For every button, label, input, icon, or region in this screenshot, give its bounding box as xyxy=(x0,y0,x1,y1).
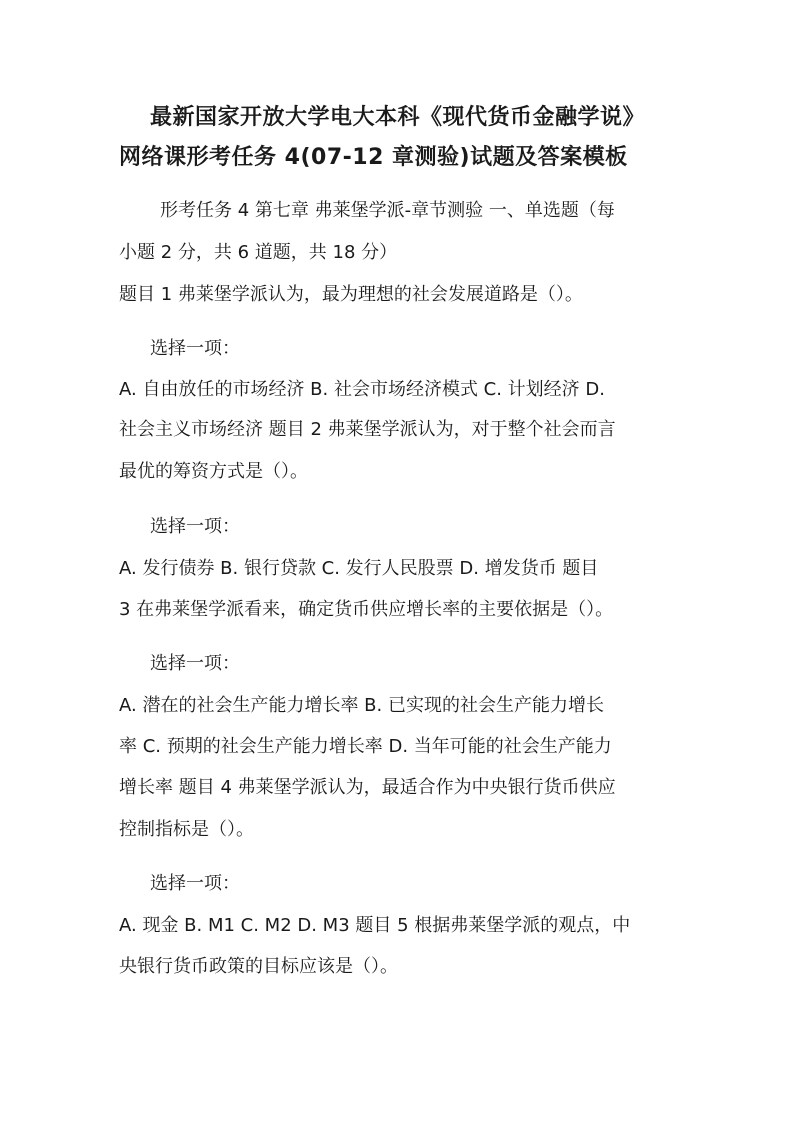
question-1-options-line-2: 社会主义市场经济 题目 2 弗莱堡学派认为，对于整个社会而言 xyxy=(119,419,616,440)
question-3-options-line-4: 控制指标是（）。 xyxy=(119,819,254,840)
intro-line-2: 小题 2 分，共 6 道题，共 18 分） xyxy=(119,242,398,263)
question-1-prompt: 选择一项： xyxy=(150,338,240,359)
question-1-options-line-3: 最优的筹资方式是（）。 xyxy=(119,461,308,482)
question-4-options-line-1: A. 现金 B. M1 C. M2 D. M3 题目 5 根据弗莱堡学派的观点，中 xyxy=(119,915,631,936)
question-4-options-line-2: 央银行货币政策的目标应该是（）。 xyxy=(119,956,398,977)
question-1-options-line-1: A. 自由放任的市场经济 B. 社会市场经济模式 C. 计划经济 D. xyxy=(119,379,605,400)
question-2-options-line-2: 3 在弗莱堡学派看来，确定货币供应增长率的主要依据是（）。 xyxy=(119,599,614,620)
document-title-line-2: 网络课形考任务 4(07-12 章测验)试题及答案模板 xyxy=(119,145,628,170)
question-3-options-line-3: 增长率 题目 4 弗莱堡学派认为，最适合作为中央银行货币供应 xyxy=(119,777,616,798)
question-3-options-line-1: A. 潜在的社会生产能力增长率 B. 已实现的社会生产能力增长 xyxy=(119,695,604,716)
question-2-options-line-1: A. 发行债券 B. 银行贷款 C. 发行人民股票 D. 增发货币 题目 xyxy=(119,558,599,579)
question-4-prompt: 选择一项： xyxy=(150,873,240,894)
question-1-stem: 题目 1 弗莱堡学派认为，最为理想的社会发展道路是（）。 xyxy=(119,284,583,305)
question-3-prompt: 选择一项： xyxy=(150,653,240,674)
question-3-options-line-2: 率 C. 预期的社会生产能力增长率 D. 当年可能的社会生产能力 xyxy=(119,736,612,757)
intro-line-1: 形考任务 4 第七章 弗莱堡学派-章节测验 一、单选题（每 xyxy=(160,200,615,221)
question-2-prompt: 选择一项： xyxy=(150,516,240,537)
document-title-line-1: 最新国家开放大学电大本科《现代货币金融学说》 xyxy=(150,105,646,130)
